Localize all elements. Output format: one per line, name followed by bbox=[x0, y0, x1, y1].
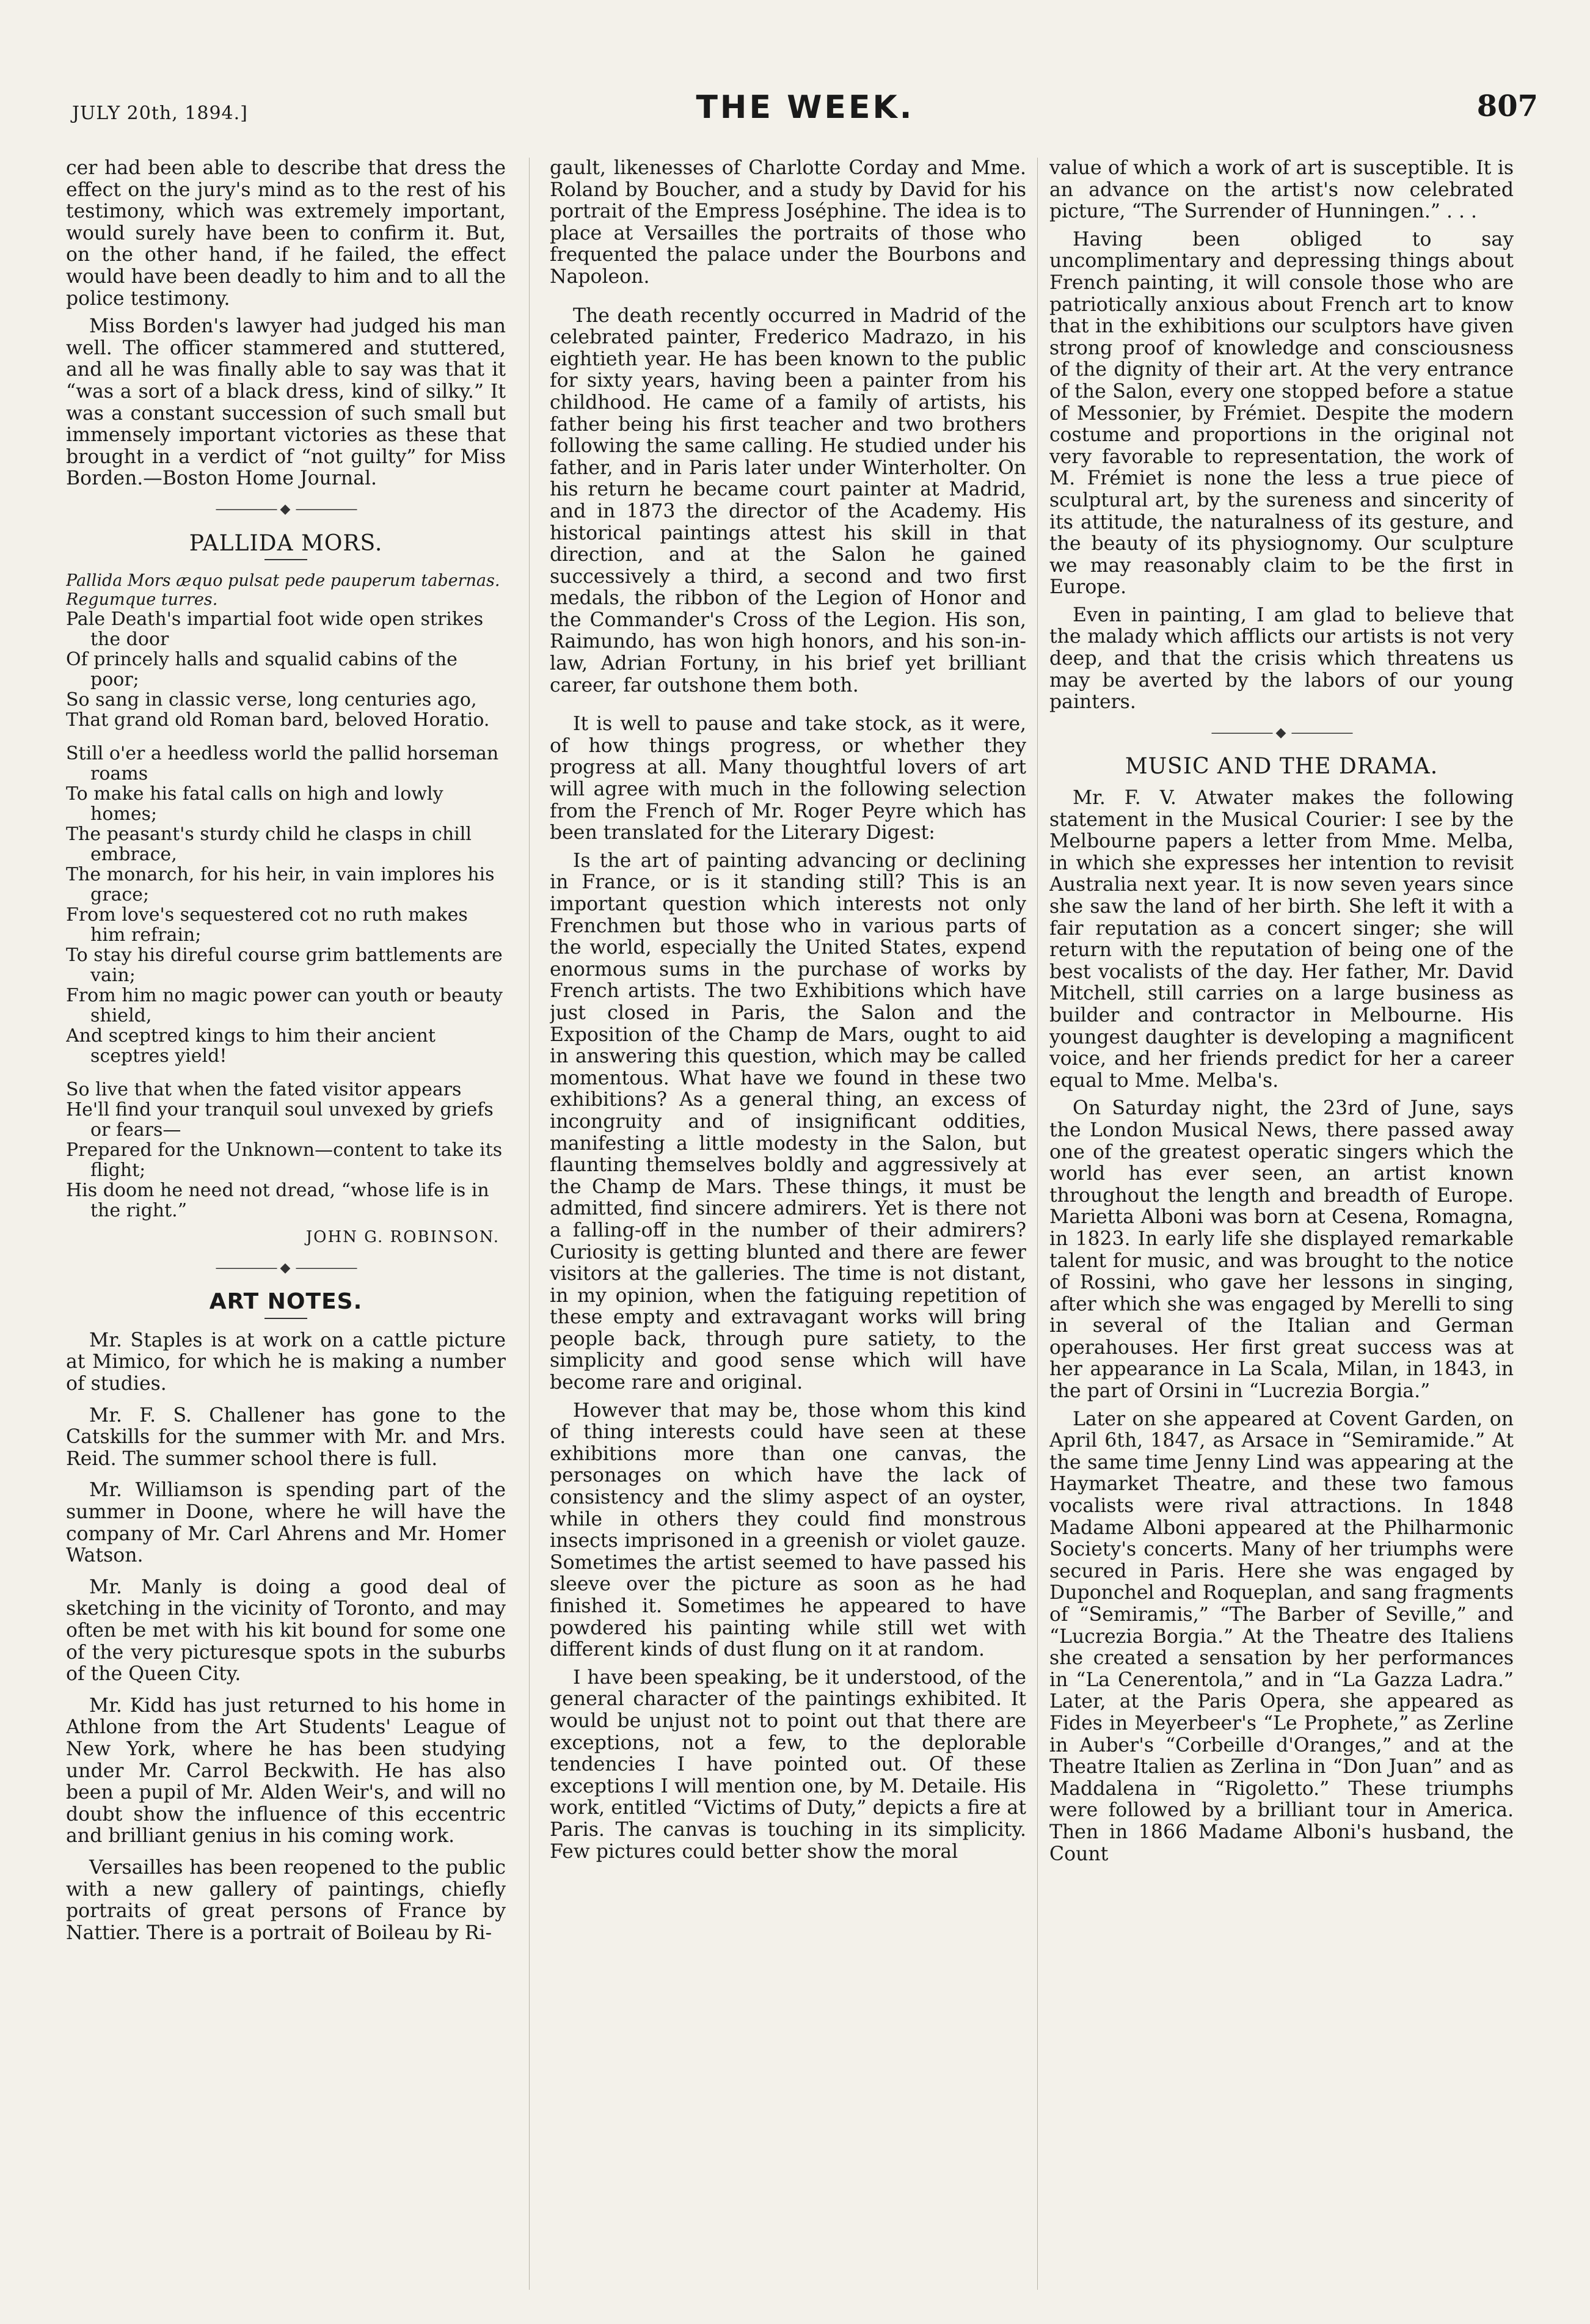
poem-author: JOHN G. ROBINSON. bbox=[305, 1228, 500, 1247]
column-divider bbox=[1037, 158, 1038, 2290]
stanza-gap bbox=[66, 730, 506, 744]
paragraph: Mr. Kidd has just returned to his home in Athlone from the Art Students' League of New York, where he has been studying under Mr. Carrol Beckwith. He has also been a pupil of Mr. Alden Weir's, and will no doubt show the influence of this eccentric and brilliant genius in his coming work. bbox=[66, 1694, 506, 1847]
poem-title: PALLIDA MORS. bbox=[189, 530, 383, 556]
title-rule bbox=[264, 1318, 307, 1319]
poem-line: Pale Death's impartial foot wide open strikes the door bbox=[66, 608, 484, 651]
poem-epigraph: Regumque turres. bbox=[66, 590, 218, 610]
paragraph: However that may be, those whom this kind of thing interests could have seen at these exhibitions more than one canvas, the personages on which have the lack of consistency and the slimy aspect of an oyster, while in others they could find monstrous insects imprisoned in a greenish or violet gauze. Sometimes the artist seemed to have passed his sleeve over the picture as soon as he had finished it. Sometimes he appeared to have powdered his painting while still wet with different kinds of dust flung on it at random. bbox=[550, 1399, 1026, 1661]
column-middle bbox=[550, 158, 1026, 2308]
section-title-art-notes: ART NOTES. bbox=[209, 1289, 363, 1315]
paragraph: Mr. Staples is at work on a cattle picture at Mimico, for which he is making a number of studies. bbox=[66, 1329, 506, 1395]
paragraph: Having been obliged to say uncomplimentary and depressing things about French painting, it will console those who are patriotically anxious about French art to know that in the exhibitions our sculptors have given strong proof of knowledge and consciousness of the dignity of their art. At the very entrance of the Salon, every one stopped before a statue of Messonier, by Frémiet. Despite the modern costume and proportions in the original not very favorable to representation, the work of M. Frémiet is none the less a true piece of sculptural art, by the sureness and sincerity of its attitude, the naturalness of its gesture, and the beauty of its physiognomy. Our sculpture we may reasonably claim to be the first in Europe. bbox=[1049, 228, 1514, 599]
publication-title: THE WEEK. bbox=[696, 89, 914, 126]
poem-line: That grand old Roman bard, beloved Horatio. bbox=[66, 709, 490, 731]
section-title-music: MUSIC AND THE DRAMA. bbox=[1125, 754, 1439, 780]
stanza-gap bbox=[66, 1066, 506, 1080]
column-right bbox=[1049, 158, 1514, 2308]
issue-date: JULY 20th, 1894.] bbox=[72, 103, 248, 124]
paragraph: Mr. F. S. Challener has gone to the Catskills for the summer with Mr. and Mrs. Reid. The summer school there is full. bbox=[66, 1404, 506, 1470]
paragraph: Mr. F. V. Atwater makes the following statement in the Musical Courier: I see by the Melbourne papers a letter from Mme. Melba, in which she expresses her intention to revisit Australia next year. It is now seven years since she saw the land of her birth. She left it with a fair reputation as a concert singer; she will return with the reputation of being one of the best vocalists of the day. Her father, Mr. David Mitchell, still carries on a large business as builder and contractor in Melbourne. His youngest daughter is developing a magnificent voice, and her friends predict for her a career equal to Mme. Melba's. bbox=[1049, 787, 1514, 1092]
paragraph: Is the art of painting advancing or declining in France, or is it standing still? This is an important question which interests not only Frenchmen but those who in various parts of the world, especially the United States, expend enormous sums in the purchase of works by French artists. The two Exhibitions which have just closed in Paris, the Salon and the Exposition of the Champ de Mars, ought to aid in answering this question, which may be called momentous. What have we found in these two exhibitions? As a general thing, an excess of incongruity and of insignificant oddities, manifesting a little modesty in the Salon, but flaunting themselves boldly and aggressively at the Champ de Mars. These things, it must be admitted, find sincere admirers. Yet is there not a falling-off in the number of their admirers? Curiosity is getting blunted and there are fewer visitors at the galleries. The time is not distant, in my opinion, when the fatiguing repetition of these empty and extravagant works will bring people back, through pure satiety, to the simplicity and good sense which will have become rare and original. bbox=[550, 849, 1026, 1394]
column-left bbox=[66, 158, 506, 2308]
paragraph: On Saturday night, the 23rd of June, says the London Musical News, there passed away one of the greatest operatic singers which the world has ever seen, an artist known throughout the length and breadth of Europe. Marietta Alboni was born at Cesena, Romagna, in 1823. In early life she displayed remarkable talent for music, and was brought to the notice of Rossini, who gave her lessons in singing, after which she was engaged by Merelli to sing in several of the Italian and German operahouses. Her first great success was at her appearance in La Scala, Milan, in 1843, in the part of Orsini in “Lucrezia Borgia.” bbox=[1049, 1097, 1514, 1403]
poem-line: To make his fatal calls on high and lowly homes; bbox=[66, 783, 443, 825]
paragraph: It is well to pause and take stock, as it were, of how things progress, or whether they progress at all. Many thoughtful lovers of art will agree with much in the following selection from the French of Mr. Roger Peyre which has been translated for the Literary Digest: bbox=[550, 713, 1026, 844]
paragraph: Miss Borden's lawyer had judged his man well. The officer stammered and stuttered, and all he was finally able to say was that it “was a sort of a black dress, kind of silky.” It was a constant succession of such small but immensely important victories as these that brought in a verdict of “not guilty” for Miss Borden.—Boston Home Journal. bbox=[66, 315, 506, 490]
paragraph: Later on she appeared at Covent Garden, on April 6th, 1847, as Arsace in “Semiramide.” At the same time Jenny Lind was appearing at the Haymarket Theatre, and these two famous vocalists were rival attractions. In 1848 Madame Alboni appeared at the Philharmonic Society's concerts. Many of her triumphs were secured in Paris. Here she was engaged by Duponchel and Roqueplan, and sang fragments of “Semiramis,” “The Barber of Seville,” and “Lucrezia Borgia.” At the Theatre des Italiens she created a sensation by her performances in “La Cenerentola,” and in “La Gazza Ladra.” Later, at the Paris Opera, she appeared as Fides in Meyerbeer's “Le Prophete,” as Zerline in Auber's “Corbeille d'Oranges,” and at the Theatre Italien as Zerlina in “Don Juan” and as Maddalena in “Rigoletto.” These triumphs were followed by a brilliant tour in America. Then in 1866 Madame Alboni's husband, the Count bbox=[1049, 1408, 1514, 1865]
page-number: 807 bbox=[1476, 89, 1538, 123]
paragraph: Even in painting, I am glad to believe that the malady which afflicts our artists is not very deep, and that the crisis which threatens us may be averted by the labors of our young painters. bbox=[1049, 604, 1514, 714]
poem-line: He'll find your tranquil soul unvexed by griefs or fears— bbox=[66, 1099, 494, 1141]
poem-line: From love's sequestered cot no ruth makes him refrain; bbox=[66, 904, 468, 946]
paragraph: Mr. Williamson is spending part of the summer in Doone, where he will have the company of Mr. Carl Ahrens and Mr. Homer Watson. bbox=[66, 1479, 506, 1567]
poem-line: The monarch, for his heir, in vain implores his grace; bbox=[66, 864, 495, 906]
title-rule bbox=[264, 559, 307, 560]
section-ornament: ————— ◆ ————— bbox=[1049, 722, 1514, 744]
paragraph: gault, likenesses of Charlotte Corday and Mme. Roland by Boucher, and a study by David for his portrait of the Empress Joséphine. The idea is to place at Versailles the portraits of those who frequented the palace under the Bourbons and Napoleon. bbox=[550, 158, 1026, 288]
poem-line: Prepared for the Unknown—content to take its flight; bbox=[66, 1139, 503, 1182]
poem-epigraph: Pallida Mors æquo pulsat pede pauperum tabernas. bbox=[66, 571, 500, 591]
poem-line: Of princely halls and squalid cabins of the poor; bbox=[66, 649, 458, 691]
section-ornament: ————— ◆ ————— bbox=[66, 499, 506, 521]
paragraph: cer had been able to describe that dress the effect on the jury's mind as to the rest of his testimony, which was extremely important, would surely have been to confirm it. But, on the other hand, if he failed, the effect would have been deadly to him and to all the police testimony. bbox=[66, 158, 506, 310]
poem-line: Still o'er a heedless world the pallid horseman roams bbox=[66, 743, 499, 785]
paragraph: Versailles has been reopened to the public with a new gallery of paintings, chiefly portraits of great persons of France by Nattier. There is a portrait of Boileau by Ri- bbox=[66, 1856, 506, 1944]
paragraph: I have been speaking, be it understood, of the general character of the paintings exhibited. It would be unjust not to point out that there are exceptions, not a few, to the deplorable tendencies I have pointed out. Of these exceptions I will mention one, by M. Detaile. His work, entitled “Victims of Duty,” depicts a fire at Paris. The canvas is touching in its simplicity. Few pictures could better show the moral bbox=[550, 1666, 1026, 1863]
paragraph: The death recently occurred in Madrid of the celebrated painter, Frederico Madrazo, in his eightieth year. He has been known to the public for sixty years, having been a painter from his childhood. He came of a family of artists, his father being his first teacher and two brothers following the same calling. He studied under his father, and in Paris later under Winterholter. On his return he became court painter at Madrid, and in 1873 the director of the Academy. His historical paintings attest his skill in that direction, and at the Salon he gained successively a third, a second and two first medals, the ribbon of the Legion of Honor and the Commander's Cross of the Legion. His son, Raimundo, has won high honors, and his son-in-law, Adrian Fortuny, in his brief yet brilliant career, far outshone them both. bbox=[550, 304, 1026, 696]
poem-line: And sceptred kings to him their ancient sceptres yield! bbox=[66, 1025, 436, 1067]
column-divider bbox=[529, 158, 530, 2290]
poem-line: The peasant's sturdy child he clasps in chill embrace, bbox=[66, 824, 472, 866]
poem-line: So sang in classic verse, long centuries ago, bbox=[66, 689, 477, 711]
paragraph: Mr. Manly is doing a good deal of sketching in the vicinity of Toronto, and may often be met with his kit bound for some one of the very picturesque spots in the suburbs of the Queen City. bbox=[66, 1576, 506, 1686]
masthead bbox=[72, 89, 1538, 132]
poem-line: From him no magic power can youth or beauty shield, bbox=[66, 985, 503, 1027]
poem-line: His doom he need not dread, “whose life is in the right.” bbox=[66, 1180, 489, 1222]
paragraph: value of which a work of art is susceptible. It is an advance on the artist's now celebrated picture, “The Surrender of Hunningen.” . . . bbox=[1049, 158, 1514, 223]
section-ornament: ————— ◆ ————— bbox=[66, 1257, 506, 1279]
poem-line: So live that when the fated visitor appears bbox=[66, 1079, 462, 1101]
poem-line: To stay his direful course grim battlements are vain; bbox=[66, 945, 503, 987]
